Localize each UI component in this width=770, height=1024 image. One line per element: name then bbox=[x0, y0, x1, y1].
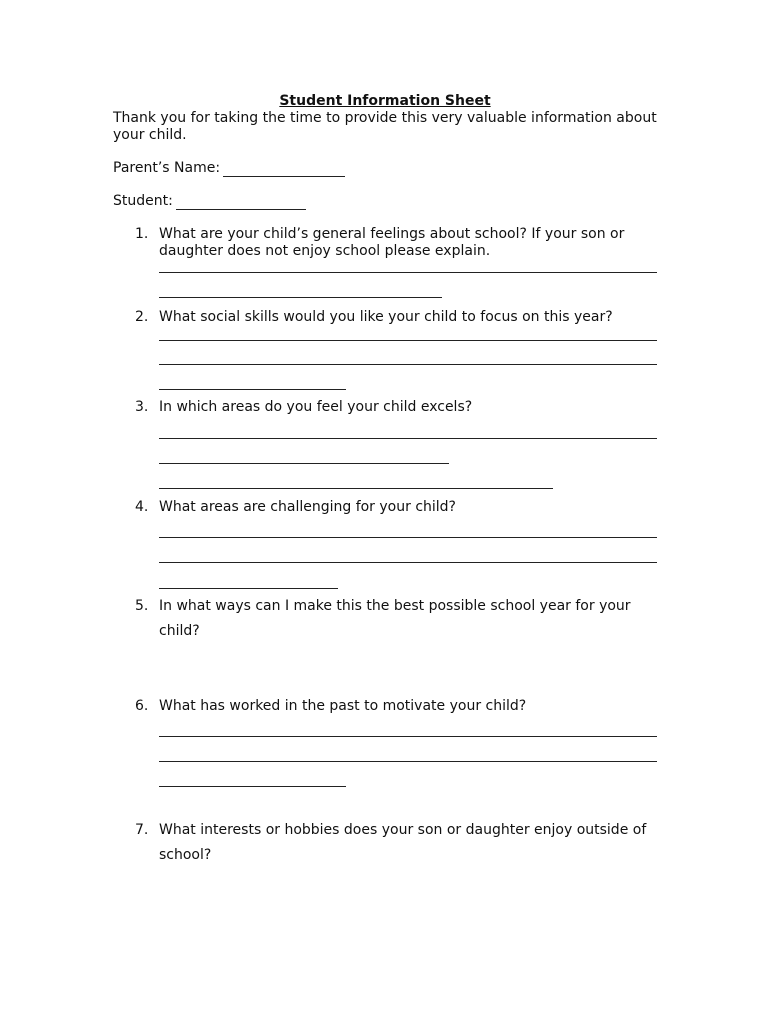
page-title: Student Information Sheet bbox=[279, 93, 491, 109]
student-field bbox=[113, 193, 306, 210]
question-number: 5. bbox=[135, 598, 149, 614]
student-label: Student: bbox=[113, 193, 173, 209]
answer-line[interactable] bbox=[159, 463, 449, 464]
answer-line[interactable] bbox=[159, 588, 338, 589]
question-text: What social skills would you like your child to focus on this year? bbox=[159, 309, 613, 325]
answer-line[interactable] bbox=[159, 272, 657, 273]
question-text: What areas are challenging for your child? bbox=[159, 499, 456, 515]
intro-text: Thank you for taking the time to provide this very valuable information about your child. bbox=[113, 110, 657, 143]
answer-line[interactable] bbox=[159, 297, 442, 298]
question-number: 4. bbox=[135, 499, 149, 515]
question-number: 1. bbox=[135, 226, 149, 242]
question-number: 6. bbox=[135, 698, 149, 714]
answer-line[interactable] bbox=[159, 761, 657, 762]
question-number: 7. bbox=[135, 822, 149, 838]
question-number: 2. bbox=[135, 309, 149, 325]
question-text: In which areas do you feel your child excels? bbox=[159, 399, 473, 415]
answer-line[interactable] bbox=[159, 562, 657, 563]
question-number: 3. bbox=[135, 399, 149, 415]
answer-line[interactable] bbox=[159, 438, 657, 439]
answer-line[interactable] bbox=[159, 736, 657, 737]
parent-name-blank[interactable] bbox=[223, 163, 345, 177]
answer-line[interactable] bbox=[159, 364, 657, 365]
parent-name-field bbox=[113, 160, 345, 177]
question-text: What has worked in the past to motivate your child? bbox=[159, 698, 527, 714]
answer-line[interactable] bbox=[159, 537, 657, 538]
question-text: In what ways can I make this the best possible school year for your child? bbox=[159, 598, 631, 639]
answer-line[interactable] bbox=[159, 340, 657, 341]
answer-line[interactable] bbox=[159, 786, 346, 787]
student-name-blank[interactable] bbox=[176, 196, 306, 210]
question-text: What interests or hobbies does your son or daughter enjoy outside of school? bbox=[159, 822, 647, 863]
parent-name-label: Parent’s Name: bbox=[113, 160, 221, 176]
question-text: What are your child’s general feelings about school? If your son or daughter does not enjoy school please explain. bbox=[159, 226, 625, 259]
answer-line[interactable] bbox=[159, 389, 346, 390]
answer-line[interactable] bbox=[159, 488, 553, 489]
